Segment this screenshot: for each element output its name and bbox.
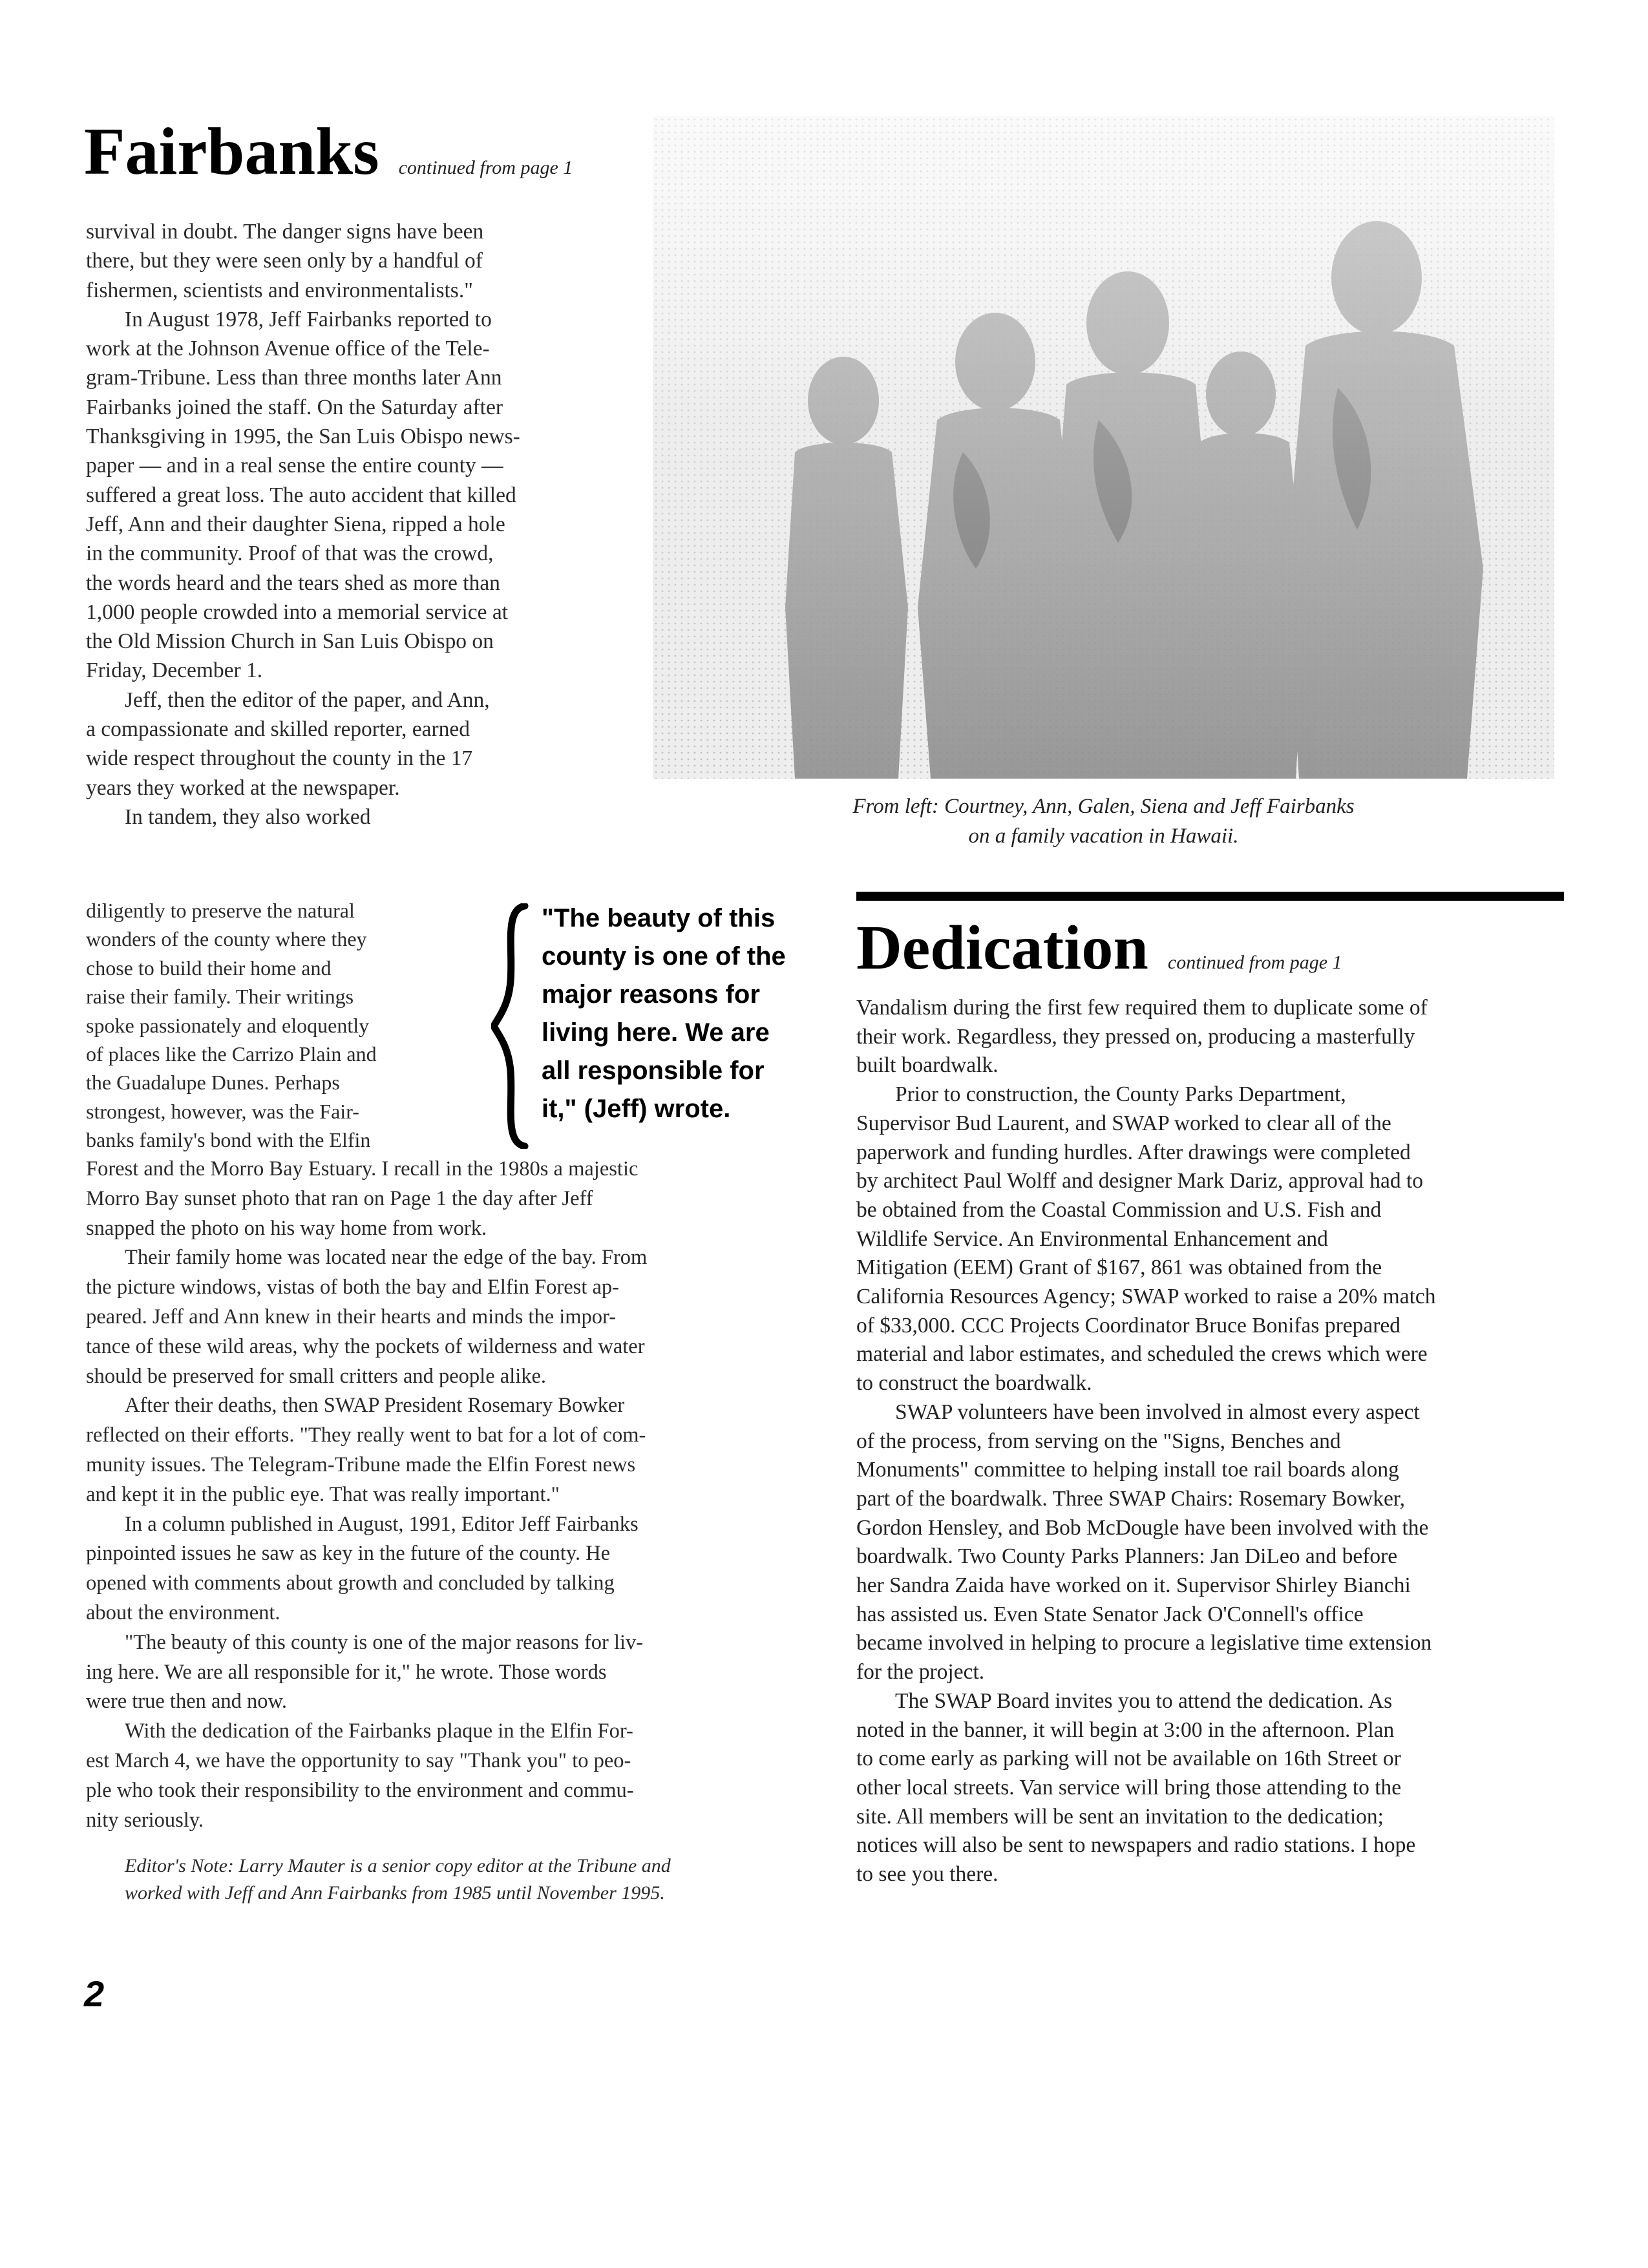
text-line: Their family home was located near the edge of the bay. From	[125, 1246, 648, 1270]
text-line: In August 1978, Jeff Fairbanks reported to	[125, 307, 492, 331]
text-line: In a column published in August, 1991, Editor Jeff Fairbanks	[125, 1512, 639, 1536]
text-line: wonders of the county where they	[86, 927, 367, 951]
text-line: paperwork and funding hurdles. After drawings were completed	[856, 1140, 1411, 1164]
text-line: reflected on their efforts. "They really went to bat for a lot of com-	[86, 1423, 646, 1447]
dedication-headline	[856, 912, 1342, 998]
text-line: ple who took their responsibility to the environment and commu-	[86, 1778, 634, 1802]
text-line: a compassionate and skilled reporter, earned	[86, 717, 470, 742]
text-line: became involved in helping to procure a legislative time extension	[856, 1631, 1432, 1655]
text-line: In tandem, they also worked	[125, 804, 371, 829]
photo-caption-line: From left: Courtney, Ann, Galen, Siena and Jeff Fairbanks	[852, 795, 1355, 818]
text-line: should be preserved for small critters and people alike.	[86, 1364, 547, 1388]
text-line: years they worked at the newspaper.	[86, 775, 400, 800]
fairbanks-body-top	[86, 217, 590, 832]
text-line: of $33,000. CCC Projects Coordinator Bruce Bonifas prepared	[856, 1313, 1400, 1338]
dedication-body	[856, 994, 1574, 1889]
text-line: of the process, from serving on the "Signs, Benches and	[856, 1429, 1341, 1453]
text-line: material and labor estimates, and scheduled the crews which were	[856, 1342, 1428, 1367]
text-line: the picture windows, vistas of both the bay and Elfin Forest ap-	[86, 1276, 619, 1299]
text-line: built boardwalk.	[856, 1053, 998, 1078]
dedication-title: Dedication	[856, 913, 1148, 983]
text-line: work at the Johnson Avenue office of the Tele-	[86, 337, 490, 361]
fairbanks-body-bottom	[86, 1155, 823, 1835]
text-line: other local streets. Van service will bring those attending to the	[856, 1775, 1402, 1800]
text-line: munity issues. The Telegram-Tribune made the Elfin Forest news	[86, 1453, 636, 1476]
pull-quote-brace	[491, 903, 530, 1149]
text-line: site. All members will be sent an invitation to the dedication;	[856, 1804, 1384, 1829]
page-number: 2	[84, 1973, 105, 2014]
text-line: suffered a great loss. The auto accident that killed	[86, 483, 516, 507]
pull-quote-line: all responsible for	[542, 1056, 765, 1085]
text-line: there, but they were seen only by a handful of	[86, 249, 483, 273]
text-line: est March 4, we have the opportunity to say "Thank you" to peo-	[86, 1748, 631, 1772]
text-line: to construct the boardwalk.	[856, 1371, 1092, 1396]
text-line: diligently to preserve the natural	[86, 899, 355, 922]
text-line: of places like the Carrizo Plain and	[86, 1042, 377, 1066]
text-line: Monuments" committee to helping install toe rail boards along	[856, 1458, 1399, 1482]
pull-quote-line: major reasons for	[542, 980, 760, 1009]
text-line: about the environment.	[86, 1601, 280, 1624]
text-line: Friday, December 1.	[86, 658, 263, 683]
text-line: The SWAP Board invites you to attend the dedication. As	[895, 1688, 1393, 1713]
text-line: Fairbanks joined the staff. On the Saturday after	[86, 395, 503, 419]
text-line: snapped the photo on his way home from work.	[86, 1216, 487, 1240]
dedication-continued-note: continued from page 1	[1167, 952, 1342, 973]
text-line: With the dedication of the Fairbanks plaque in the Elfin For-	[125, 1719, 633, 1743]
editor-note	[125, 1853, 836, 1907]
fairbanks-body-narrow	[86, 896, 487, 1155]
text-line: the words heard and the tears shed as more than	[86, 571, 500, 595]
pull-quote	[542, 899, 813, 1128]
text-line: California Resources Agency; SWAP worked to raise a 20% match	[856, 1285, 1436, 1309]
text-line: survival in doubt. The danger signs have been	[86, 220, 484, 244]
text-line: peared. Jeff and Ann knew in their hearts and minds the impor-	[86, 1305, 617, 1328]
text-line: raise their family. Their writings	[86, 985, 354, 1009]
fairbanks-headline	[84, 116, 573, 204]
text-line: for the project.	[856, 1660, 985, 1685]
text-line: were true then and now.	[86, 1690, 288, 1714]
text-line: gram-Tribune. Less than three months later Ann	[86, 366, 502, 390]
text-line: pinpointed issues he saw as key in the future of the county. He	[86, 1542, 611, 1566]
text-line: After their deaths, then SWAP President Rosemary Bowker	[125, 1394, 625, 1418]
text-line: Jeff, then the editor of the paper, and Ann,	[125, 688, 490, 712]
fairbanks-title: Fairbanks	[84, 114, 379, 189]
text-line: and kept it in the public eye. That was really important."	[86, 1482, 560, 1506]
pull-quote-line: it," (Jeff) wrote.	[542, 1095, 731, 1123]
pull-quote-line: living here. We are	[542, 1018, 770, 1047]
text-line: SWAP volunteers have been involved in almost every aspect	[895, 1400, 1420, 1424]
text-line: has assisted us. Even State Senator Jack O'Connell's office	[856, 1602, 1364, 1626]
text-line: Forest and the Morro Bay Estuary. I recall in the 1980s a majestic	[86, 1157, 639, 1181]
text-line: banks family's bond with the Elfin	[86, 1128, 371, 1152]
section-divider	[856, 892, 1564, 901]
text-line: fishermen, scientists and environmentalists."	[86, 278, 473, 302]
text-line: boardwalk. Two County Parks Planners: Jan DiLeo and before	[856, 1544, 1398, 1569]
text-line: opened with comments about growth and concluded by talking	[86, 1571, 615, 1595]
text-line: "The beauty of this county is one of the major reasons for liv-	[125, 1630, 644, 1654]
text-line: strongest, however, was the Fair-	[86, 1099, 359, 1123]
text-line: in the community. Proof of that was the crowd,	[86, 541, 494, 566]
text-line: Thanksgiving in 1995, the San Luis Obispo news-	[86, 425, 520, 449]
text-line: by architect Paul Wolff and designer Mark Dariz, approval had to	[856, 1169, 1424, 1193]
text-line: notices will also be sent to newspapers and radio stations. I hope	[856, 1833, 1416, 1858]
text-line: chose to build their home and	[86, 956, 332, 980]
editor-note-line: worked with Jeff and Ann Fairbanks from 1985 until November 1995.	[125, 1882, 665, 1904]
text-line: Supervisor Bud Laurent, and SWAP worked to clear all of the	[856, 1111, 1391, 1135]
pull-quote-line: county is one of the	[542, 942, 786, 971]
text-line: the Guadalupe Dunes. Perhaps	[86, 1071, 340, 1095]
text-line: her Sandra Zaida have worked on it. Supervisor Shirley Bianchi	[856, 1573, 1411, 1598]
text-line: the Old Mission Church in San Luis Obispo on	[86, 629, 494, 654]
text-line: Jeff, Ann and their daughter Siena, ripped a hole	[86, 512, 505, 536]
text-line: tance of these wild areas, why the pockets of wilderness and water	[86, 1334, 645, 1358]
text-line: paper — and in a real sense the entire county —	[86, 454, 503, 478]
fairbanks-continued-note: continued from page 1	[398, 157, 573, 178]
text-line: Gordon Hensley, and Bob McDougle have been involved with the	[856, 1515, 1429, 1540]
text-line: part of the boardwalk. Three SWAP Chairs: Rosemary Bowker,	[856, 1486, 1405, 1511]
text-line: to see you there.	[856, 1862, 998, 1887]
text-line: Vandalism during the first few required them to duplicate some of	[856, 996, 1428, 1020]
editor-note-line: Editor's Note: Larry Mauter is a senior copy editor at the Tribune and	[125, 1855, 671, 1876]
text-line: wide respect throughout the county in the 17	[86, 746, 473, 771]
text-line: be obtained from the Coastal Commission and U.S. Fish and	[856, 1197, 1382, 1222]
text-line: ing here. We are all responsible for it," he wrote. Those words	[86, 1660, 607, 1684]
family-photo-image	[653, 116, 1554, 779]
photo-caption-line: on a family vacation in Hawaii.	[968, 824, 1239, 848]
family-photo	[653, 116, 1554, 779]
text-line: Wildlife Service. An Environmental Enhancement and	[856, 1226, 1328, 1251]
pull-quote-line: "The beauty of this	[542, 904, 776, 932]
photo-caption	[653, 792, 1554, 851]
text-line: Mitigation (EEM) Grant of $167, 861 was obtained from the	[856, 1255, 1382, 1280]
text-line: Morro Bay sunset photo that ran on Page 1 the day after Jeff	[86, 1186, 593, 1210]
text-line: 1,000 people crowded into a memorial service at	[86, 600, 509, 624]
text-line: nity seriously.	[86, 1808, 204, 1832]
text-line: their work. Regardless, they pressed on, producing a masterfully	[856, 1024, 1415, 1049]
text-line: noted in the banner, it will begin at 3:00 in the afternoon. Plan	[856, 1717, 1395, 1742]
text-line: to come early as parking will not be available on 16th Street or	[856, 1747, 1401, 1771]
text-line: Prior to construction, the County Parks Department,	[895, 1082, 1346, 1107]
text-line: spoke passionately and eloquently	[86, 1013, 370, 1037]
